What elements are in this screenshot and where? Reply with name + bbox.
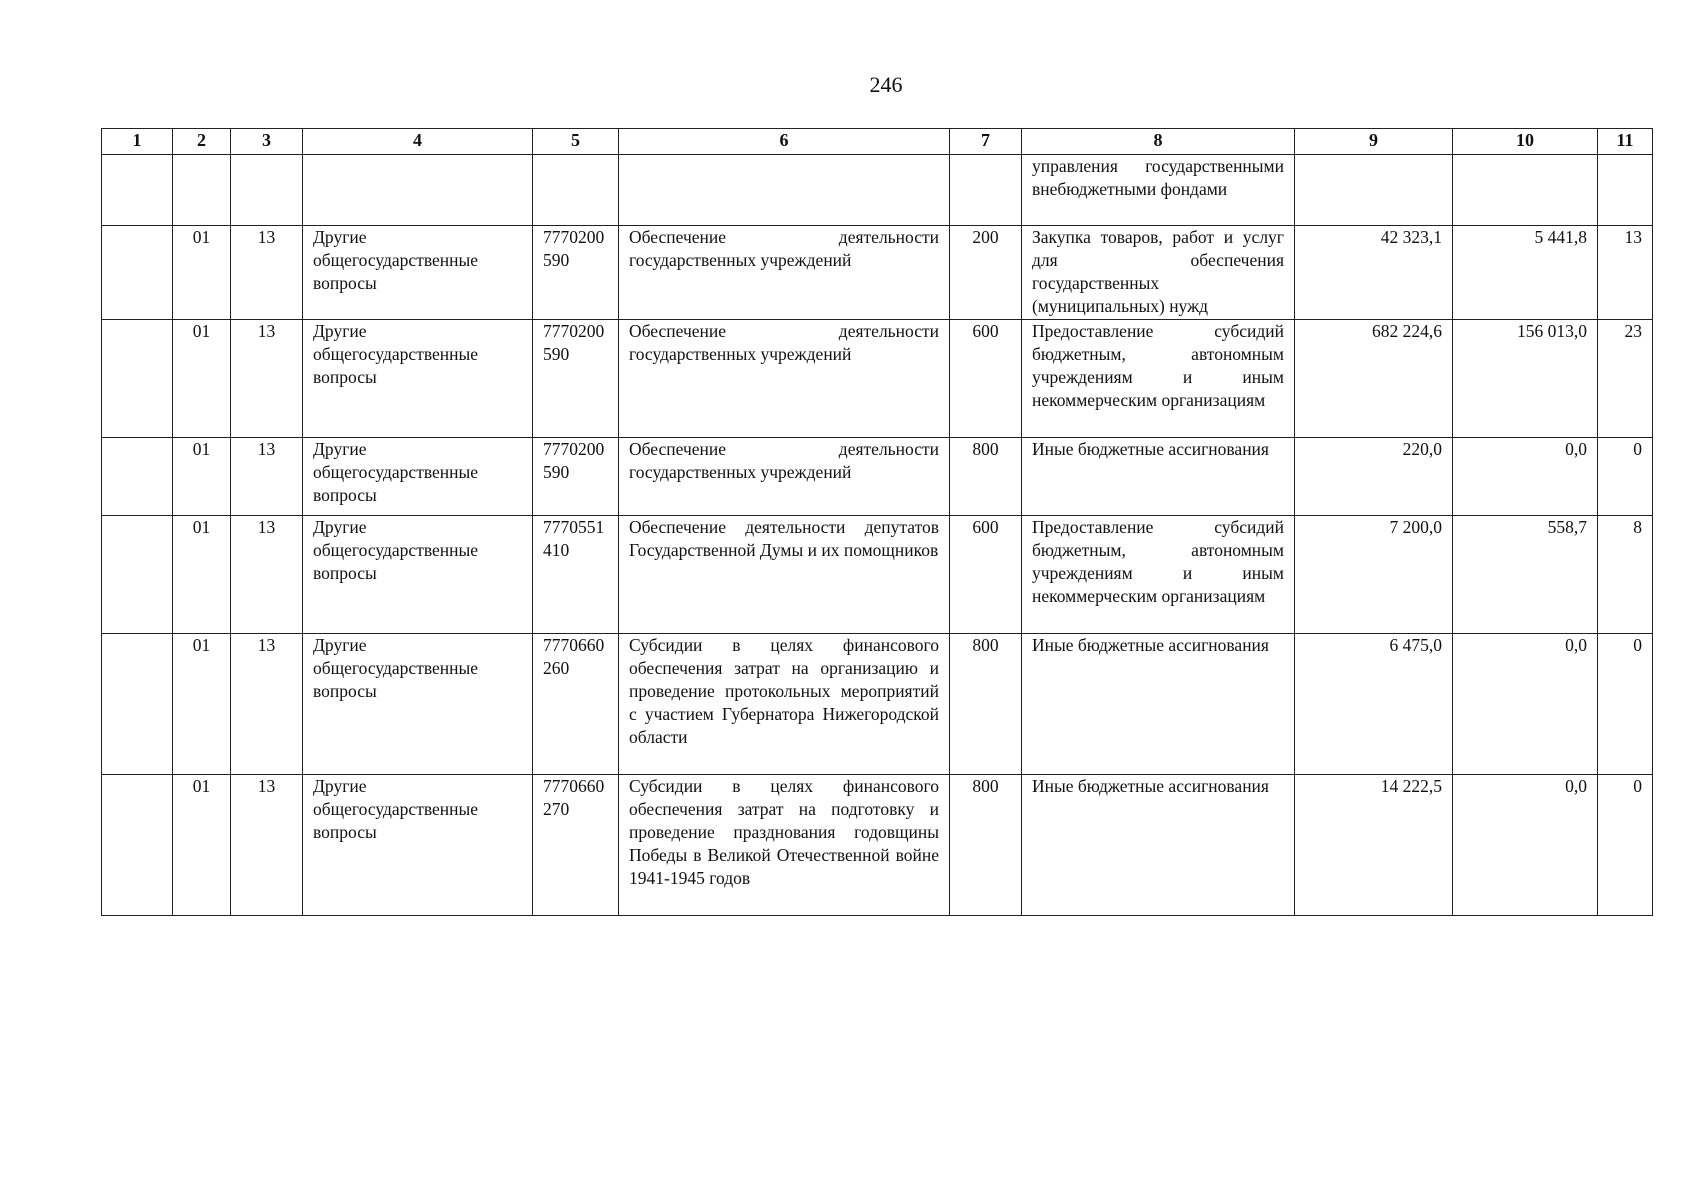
header-col-8: 8 — [1022, 129, 1295, 155]
cell-expense-type-name: Иные бюджетные ассигнования — [1022, 438, 1295, 516]
cell-expense-type-name: управления государственными внебюджетными фондами — [1022, 155, 1295, 226]
cell-expense-type: 800 — [950, 634, 1022, 775]
cell-section — [173, 155, 231, 226]
cell-target-name: Субсидии в целях финансового обеспечения затрат на подготовку и проведение празднования годовщины Победы в Великой Отечественной войне 1941-1945 годов — [619, 775, 950, 916]
header-col-3: 3 — [231, 129, 303, 155]
cell-target-code: 7770200590 — [533, 438, 619, 516]
cell-section: 01 — [173, 320, 231, 438]
table-row — [102, 775, 1653, 916]
cell-target-code: 7770200590 — [533, 226, 619, 320]
cell-target-code: 7770660270 — [533, 775, 619, 916]
cell-expense-type: 600 — [950, 320, 1022, 438]
cell-subsection-name: Другие общегосударственные вопросы — [303, 226, 533, 320]
cell-col-1 — [102, 438, 173, 516]
header-col-1: 1 — [102, 129, 173, 155]
cell-target-code: 7770660260 — [533, 634, 619, 775]
cell-expense-type-name: Предоставление субсидий бюджетным, автономным учреждениям и иным некоммерческим организациям — [1022, 516, 1295, 634]
header-col-5: 5 — [533, 129, 619, 155]
header-col-9: 9 — [1295, 129, 1453, 155]
cell-col-1 — [102, 775, 173, 916]
cell-subsection: 13 — [231, 320, 303, 438]
cell-target-code: 7770200590 — [533, 320, 619, 438]
cell-subsection-name: Другие общегосударственные вопросы — [303, 516, 533, 634]
cell-subsection — [231, 155, 303, 226]
cell-amount-plan: 682 224,6 — [1295, 320, 1453, 438]
header-col-7: 7 — [950, 129, 1022, 155]
cell-amount-actual: 156 013,0 — [1453, 320, 1598, 438]
header-col-10: 10 — [1453, 129, 1598, 155]
cell-target-name: Обеспечение деятельности государственных учреждений — [619, 438, 950, 516]
cell-percent: 0 — [1598, 438, 1653, 516]
cell-subsection: 13 — [231, 438, 303, 516]
header-col-6: 6 — [619, 129, 950, 155]
cell-expense-type-name: Иные бюджетные ассигнования — [1022, 775, 1295, 916]
cell-percent: 0 — [1598, 634, 1653, 775]
cell-col-1 — [102, 516, 173, 634]
cell-expense-type: 800 — [950, 775, 1022, 916]
cell-amount-actual — [1453, 155, 1598, 226]
header-col-11: 11 — [1598, 129, 1653, 155]
cell-subsection: 13 — [231, 634, 303, 775]
header-row — [102, 129, 1653, 155]
cell-percent: 8 — [1598, 516, 1653, 634]
cell-target-name: Обеспечение деятельности депутатов Государственной Думы и их помощников — [619, 516, 950, 634]
cell-amount-plan: 7 200,0 — [1295, 516, 1453, 634]
table-row — [102, 516, 1653, 634]
cell-percent: 23 — [1598, 320, 1653, 438]
cell-subsection: 13 — [231, 516, 303, 634]
cell-amount-plan: 42 323,1 — [1295, 226, 1453, 320]
cell-subsection-name: Другие общегосударственные вопросы — [303, 634, 533, 775]
cell-target-name: Обеспечение деятельности государственных учреждений — [619, 320, 950, 438]
cell-amount-actual: 0,0 — [1453, 634, 1598, 775]
cell-amount-actual: 0,0 — [1453, 438, 1598, 516]
cell-expense-type-name: Закупка товаров, работ и услуг для обеспечения государственных (муниципальных) нужд — [1022, 226, 1295, 320]
header-col-2: 2 — [173, 129, 231, 155]
cell-subsection-name: Другие общегосударственные вопросы — [303, 438, 533, 516]
cell-expense-type: 600 — [950, 516, 1022, 634]
cell-section: 01 — [173, 516, 231, 634]
cell-target-name: Субсидии в целях финансового обеспечения затрат на организацию и проведение протокольных мероприятий с участием Губернатора Нижегородской области — [619, 634, 950, 775]
page-number: 246 — [869, 72, 903, 97]
cell-col-1 — [102, 320, 173, 438]
table-row — [102, 320, 1653, 438]
budget-table — [101, 128, 1653, 916]
table-row — [102, 438, 1653, 516]
cell-expense-type — [950, 155, 1022, 226]
cell-amount-actual: 5 441,8 — [1453, 226, 1598, 320]
cell-amount-plan: 220,0 — [1295, 438, 1453, 516]
cell-subsection-name — [303, 155, 533, 226]
cell-percent — [1598, 155, 1653, 226]
cell-amount-actual: 558,7 — [1453, 516, 1598, 634]
header-col-4: 4 — [303, 129, 533, 155]
cell-expense-type: 800 — [950, 438, 1022, 516]
cell-expense-type-name: Предоставление субсидий бюджетным, автономным учреждениям и иным некоммерческим организациям — [1022, 320, 1295, 438]
cell-percent: 13 — [1598, 226, 1653, 320]
cell-expense-type-name: Иные бюджетные ассигнования — [1022, 634, 1295, 775]
cell-target-code — [533, 155, 619, 226]
cell-target-code: 7770551410 — [533, 516, 619, 634]
cell-col-1 — [102, 226, 173, 320]
cell-col-1 — [102, 155, 173, 226]
cell-section: 01 — [173, 226, 231, 320]
table-row — [102, 226, 1653, 320]
cell-percent: 0 — [1598, 775, 1653, 916]
cell-section: 01 — [173, 775, 231, 916]
cell-amount-plan — [1295, 155, 1453, 226]
cell-section: 01 — [173, 438, 231, 516]
cell-amount-plan: 14 222,5 — [1295, 775, 1453, 916]
cell-amount-plan: 6 475,0 — [1295, 634, 1453, 775]
cell-subsection: 13 — [231, 775, 303, 916]
cell-col-1 — [102, 634, 173, 775]
cell-subsection-name: Другие общегосударственные вопросы — [303, 320, 533, 438]
cell-subsection: 13 — [231, 226, 303, 320]
cell-section: 01 — [173, 634, 231, 775]
cell-target-name — [619, 155, 950, 226]
cell-expense-type: 200 — [950, 226, 1022, 320]
cell-subsection-name: Другие общегосударственные вопросы — [303, 775, 533, 916]
table-row — [102, 634, 1653, 775]
table-row — [102, 155, 1653, 226]
cell-target-name: Обеспечение деятельности государственных учреждений — [619, 226, 950, 320]
cell-amount-actual: 0,0 — [1453, 775, 1598, 916]
